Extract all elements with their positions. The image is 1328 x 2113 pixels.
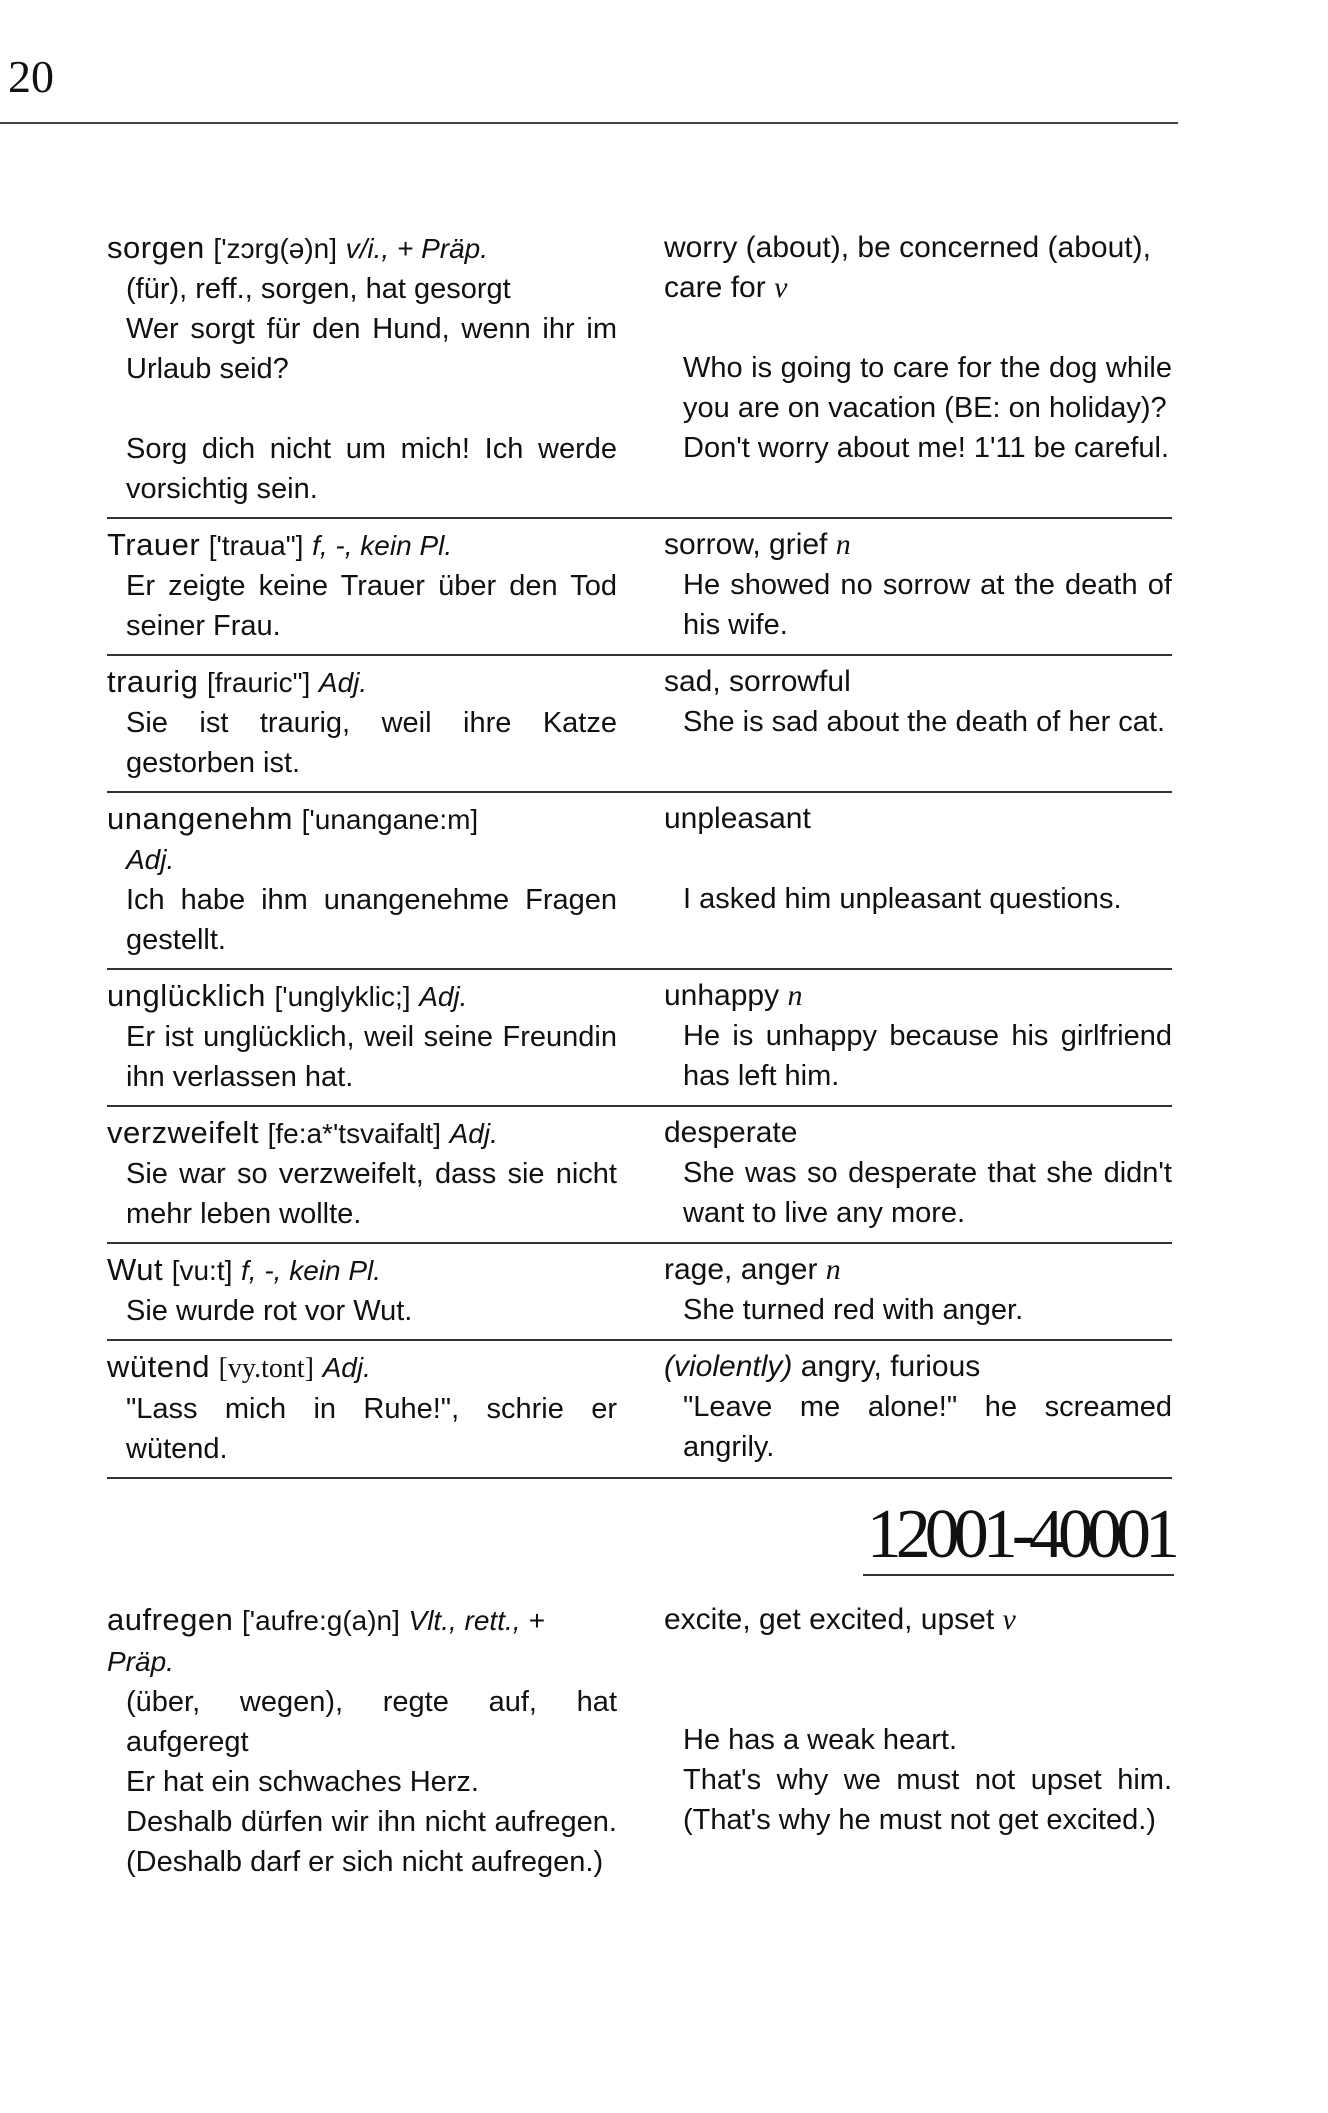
example-german: Er zeigte keine Trauer über den Tod seiner Frau.: [126, 570, 617, 642]
dictionary-entry: [107, 970, 1172, 1107]
pronunciation: ['zɔrg(ə)n]: [213, 233, 338, 264]
pronunciation: [vy.tont]: [218, 1353, 314, 1384]
german-column: [107, 228, 617, 509]
example-german: Wer sorgt für den Hund, wenn ihr im Urlaub seid?: [126, 313, 617, 385]
german-column: [107, 1250, 617, 1331]
example-english: He showed no sorrow at the death of his wife.: [683, 569, 1172, 641]
example-german: "Lass mich in Ruhe!", schrie er wütend.: [126, 1393, 617, 1465]
headword: aufregen: [107, 1602, 234, 1637]
word-forms: (über, wegen), regte auf, hat aufgeregt: [126, 1686, 617, 1758]
pronunciation: [fe:a*'tsvaifalt]: [267, 1118, 441, 1149]
translation: unhappy n: [664, 979, 803, 1012]
entry-headline: [107, 228, 617, 269]
entry-headline: [107, 799, 617, 840]
example-english: She is sad about the death of her cat.: [683, 706, 1166, 738]
english-column: [664, 1250, 1172, 1331]
dictionary-entry: [107, 1107, 1172, 1244]
example-english: Who is going to care for the dog while you are on vacation (BE: on holiday)?: [683, 352, 1172, 424]
grammar-info: Adj.: [126, 844, 175, 875]
entry-list: [107, 1594, 1172, 1890]
headword: Trauer: [107, 527, 201, 562]
english-column: [664, 799, 1172, 960]
example-english: "Leave me alone!" he screamed angrily.: [683, 1391, 1172, 1463]
headword: unangenehm: [107, 801, 293, 836]
example-english: She was so desperate that she didn't want to live any more.: [683, 1157, 1172, 1229]
german-column: [107, 799, 617, 960]
translation: desperate: [664, 1116, 798, 1149]
part-of-speech: n: [825, 1253, 841, 1286]
pronunciation: [vu:t]: [171, 1255, 233, 1286]
pronunciation: ['traua"]: [208, 530, 304, 561]
english-column: [664, 1347, 1172, 1469]
german-column: [107, 1113, 617, 1234]
dictionary-entry: [107, 222, 1172, 519]
example-english: He is unhappy because his girlfriend has left him.: [683, 1020, 1172, 1092]
grammar-info: v/i., + Präp.: [345, 233, 489, 264]
example-german: Sorg dich nicht um mich! Ich werde vorsichtig sein.: [126, 433, 617, 505]
english-column: [664, 976, 1172, 1097]
example-english: Don't worry about me! 1'11 be careful.: [683, 432, 1170, 464]
pronunciation: ['aufre:g(a)n]: [242, 1605, 400, 1636]
german-column: [107, 1600, 617, 1882]
translation: sorrow, grief n: [664, 528, 851, 561]
translation: rage, anger n: [664, 1253, 841, 1286]
example-english: I asked him unpleasant questions.: [683, 883, 1122, 915]
example-german: Er ist unglücklich, weil seine Freundin ihn verlassen hat.: [126, 1021, 617, 1093]
english-column: [664, 1113, 1172, 1234]
entry-headline: [107, 1250, 617, 1291]
dictionary-entry: [107, 656, 1172, 793]
grammar-info: Adj.: [322, 1352, 371, 1383]
english-column: [664, 1600, 1172, 1882]
example-german: Ich habe ihm unangenehme Fragen gestellt.: [126, 884, 617, 956]
translation: sad, sorrowful: [664, 665, 851, 698]
part-of-speech: n: [835, 528, 851, 561]
german-column: [107, 525, 617, 646]
translation: (violently) angry, furious: [664, 1350, 981, 1383]
entry-headline: [107, 525, 617, 566]
translation: excite, get excited, upset v: [664, 1603, 1016, 1636]
grammar-info: Adj.: [449, 1118, 498, 1149]
grammar-info: f, -, kein Pl.: [241, 1255, 382, 1286]
headword: sorgen: [107, 230, 205, 265]
grammar-info: Vlt., rett., + Präp.: [107, 1605, 545, 1677]
dictionary-entry: [107, 1244, 1172, 1341]
headword: unglücklich: [107, 978, 266, 1013]
part-of-speech: n: [787, 979, 803, 1012]
part-of-speech: v: [774, 271, 788, 304]
entry-headline: [107, 1113, 617, 1154]
example-german: Deshalb dürfen wir ihn nicht aufregen. (Deshalb darf er sich nicht aufregen.): [126, 1806, 617, 1878]
pronunciation: [frauric"]: [207, 667, 311, 698]
grammar-info: f, -, kein Pl.: [312, 530, 453, 561]
headword: wütend: [107, 1349, 210, 1384]
pronunciation: ['unglyklic;]: [274, 981, 411, 1012]
part-of-speech: v: [1002, 1603, 1016, 1636]
word-forms: (für), reff., sorgen, hat gesorgt: [126, 273, 511, 305]
example-german: Sie wurde rot vor Wut.: [126, 1295, 413, 1327]
dictionary-entry: [107, 519, 1172, 656]
german-column: [107, 976, 617, 1097]
translation: unpleasant: [664, 802, 811, 835]
grammar-info: Adj.: [318, 667, 368, 698]
example-german: Er hat ein schwaches Herz.: [126, 1766, 479, 1798]
entry-headline: [107, 1600, 617, 1682]
range-heading: 12001-40001: [863, 1500, 1174, 1576]
headword: traurig: [107, 664, 199, 699]
grammar-info: Adj.: [419, 981, 468, 1012]
example-german: Sie war so verzweifelt, dass sie nicht mehr leben wollte.: [126, 1158, 617, 1230]
dictionary-entry: [107, 1341, 1172, 1479]
entry-headline: [107, 976, 617, 1017]
dictionary-entry: [107, 1594, 1172, 1890]
entry-headline: [107, 1347, 617, 1389]
dictionary-entry: [107, 793, 1172, 970]
usage-note: (violently): [664, 1350, 793, 1383]
headword: Wut: [107, 1252, 164, 1287]
german-column: [107, 1347, 617, 1469]
example-english: That's why we must not upset him. (That's why he must not get excited.): [683, 1764, 1172, 1836]
german-column: [107, 662, 617, 783]
entry-list: [107, 222, 1172, 1479]
example-english: She turned red with anger.: [683, 1294, 1024, 1326]
translation: worry (about), be concerned (about), care for v: [664, 231, 1151, 304]
pronunciation: ['unangane:m]: [301, 804, 479, 835]
entry-headline: [107, 662, 617, 703]
headword: verzweifelt: [107, 1115, 259, 1150]
example-german: Sie ist traurig, weil ihre Katze gestorben ist.: [126, 707, 617, 779]
english-column: [664, 662, 1172, 783]
page-number: 20: [8, 51, 54, 102]
english-column: [664, 525, 1172, 646]
header-rule: [0, 122, 1178, 124]
example-english: He has a weak heart.: [683, 1724, 958, 1756]
english-column: [664, 228, 1172, 509]
